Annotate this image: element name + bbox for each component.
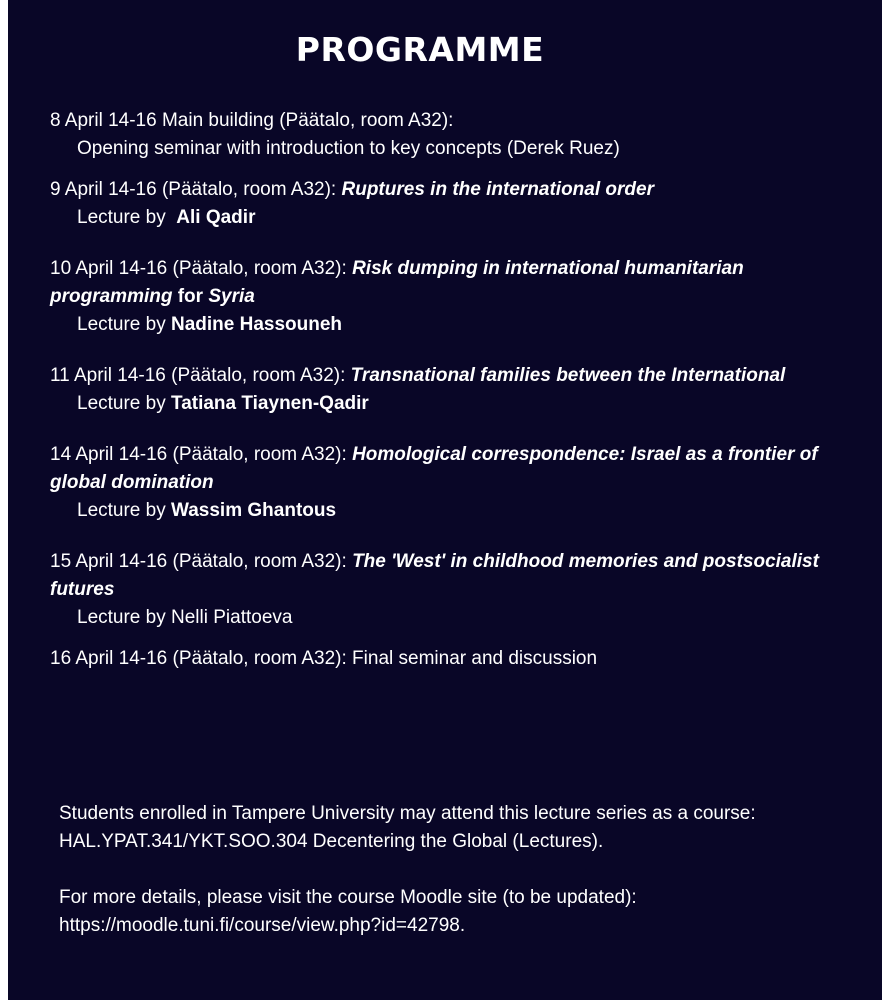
lecture-prefix: Lecture by xyxy=(77,314,171,335)
entry-detail: Lecture by Nelli Piattoeva xyxy=(77,607,293,628)
moodle-details-note: For more details, please visit the course Moodle site (to be updated): https://moodle.tuni.fi/course/view.php?id=42798. xyxy=(59,887,637,936)
entry-heading xyxy=(50,176,840,204)
entry-date-location: 9 April 14-16 (Päätalo, room A32): xyxy=(50,179,342,200)
entry-heading xyxy=(50,548,840,604)
entry-date-location: 11 April 14-16 (Päätalo, room A32): xyxy=(50,365,351,386)
speaker-name: Tatiana Tiaynen-Qadir xyxy=(171,393,369,414)
course-enrollment-note: Students enrolled in Tampere University may attend this lecture series as a course: HAL.YPAT.341/YKT.SOO.304 Decentering the Global (Lectures). xyxy=(59,803,756,852)
entry-heading xyxy=(50,362,840,390)
entry-topic: Homological correspondence: Israel as a frontier of global domination xyxy=(50,444,818,493)
programme-entry xyxy=(50,255,840,339)
programme-entry xyxy=(50,441,840,525)
entry-topic: Risk dumping in international humanitarian programming xyxy=(50,258,744,307)
entry-date-location: 16 April 14-16 (Päätalo, room A32): Final seminar and discussion xyxy=(50,648,598,669)
entry-lecturer xyxy=(50,311,840,339)
entry-topic-connector: for xyxy=(172,286,209,307)
programme-entry xyxy=(50,362,840,418)
programme-entry xyxy=(50,107,840,163)
entry-date-location: 10 April 14-16 (Päätalo, room A32): xyxy=(50,258,353,279)
entry-topic: Transnational families between the International xyxy=(350,365,786,386)
programme-entry xyxy=(50,548,840,632)
entry-heading xyxy=(50,441,840,497)
speaker-name: Ali Qadir xyxy=(176,207,256,228)
speaker-name: Wassim Ghantous xyxy=(171,500,337,521)
entry-topic: Ruptures in the international order xyxy=(341,179,654,200)
entry-date-location: 15 April 14-16 (Päätalo, room A32): xyxy=(50,551,353,572)
entry-lecturer xyxy=(50,204,840,232)
lecture-prefix: Lecture by xyxy=(77,500,171,521)
programme-entry xyxy=(50,645,840,673)
entry-date-location: 14 April 14-16 (Päätalo, room A32): xyxy=(50,444,353,465)
programme-entry xyxy=(50,176,840,232)
entry-date-location: 8 April 14-16 Main building (Päätalo, room A32): xyxy=(50,110,454,131)
lecture-prefix: Lecture by xyxy=(77,207,177,228)
entry-lecturer xyxy=(50,390,840,418)
entry-topic-end: Syria xyxy=(208,286,255,307)
speaker-name: Nadine Hassouneh xyxy=(171,314,343,335)
entry-topic: The 'West' in childhood memories and postsocialist futures xyxy=(50,551,819,600)
footer-info xyxy=(59,800,849,968)
entry-detail: Opening seminar with introduction to key concepts (Derek Ruez) xyxy=(77,138,620,159)
programme-poster xyxy=(8,0,882,1000)
entry-lecturer xyxy=(50,497,840,525)
entry-heading xyxy=(50,255,840,311)
lecture-prefix: Lecture by xyxy=(77,393,171,414)
page-title: PROGRAMME xyxy=(295,30,545,69)
programme-list xyxy=(50,107,840,686)
